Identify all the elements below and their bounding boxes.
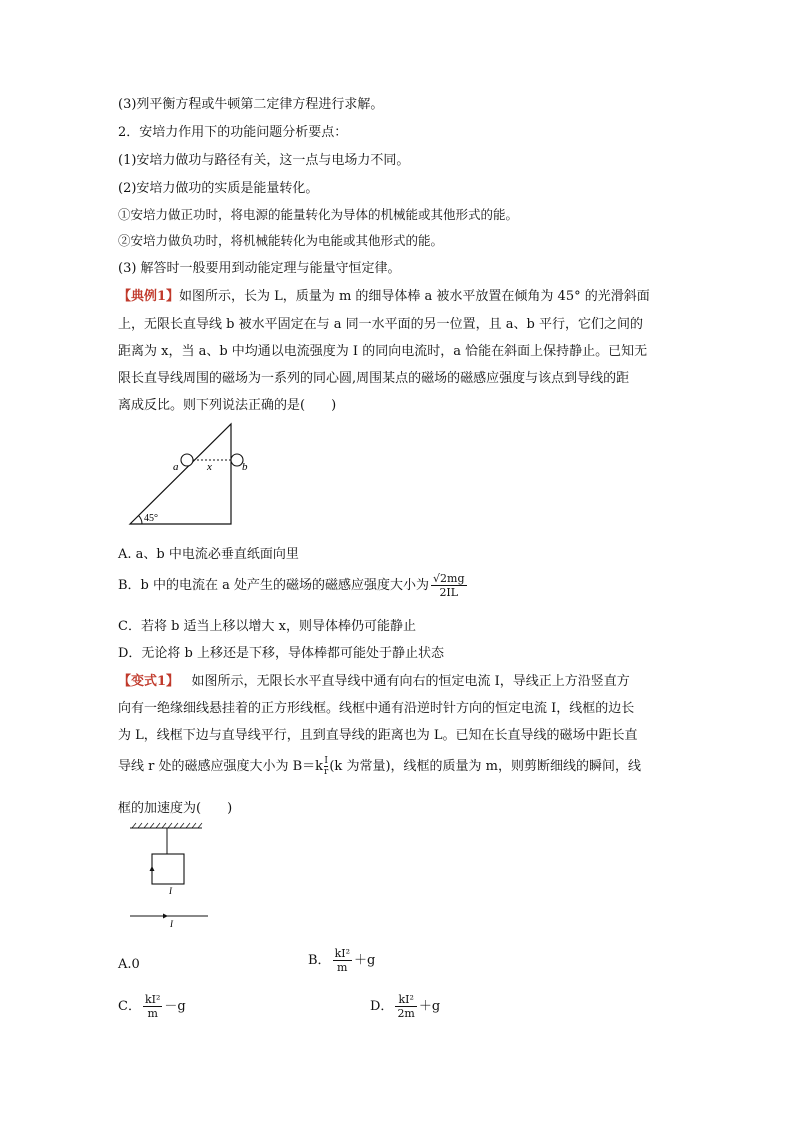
wire-current-arrow bbox=[163, 914, 168, 919]
example1-line-1 bbox=[118, 288, 650, 306]
variant1-line-2: 向有一绝缘细线悬挂着的正方形线框。线框中通有沿逆时针方向的恒定电流 I，线框的边长 bbox=[118, 701, 635, 716]
example1-line-4: 限长直导线周围的磁场为一系列的同心圆,周围某点的磁场的磁感应强度与该点到导线的距 bbox=[118, 371, 630, 386]
intro-line-4: (2)安培力做功的实质是能量转化。 bbox=[118, 181, 319, 196]
option-b-numerator: √2mg bbox=[433, 572, 465, 585]
example1-option-d: D．无论将 b 上移还是下移，导体棒都可能处于静止状态 bbox=[118, 646, 445, 661]
v-option-c-prefix: C． bbox=[118, 999, 141, 1014]
variant1-line-3: 为 L，线框下边与直导线平行，且到直导线的距离也为 L。已知在长直导线的磁场中距长直 bbox=[118, 728, 638, 743]
loop-current-label: I bbox=[169, 886, 172, 896]
v-option-c-numerator: kI² bbox=[144, 993, 161, 1006]
conductor-a bbox=[181, 454, 193, 466]
option-b-denominator: 2IL bbox=[439, 586, 459, 599]
example1-option-a: A. a、b 中电流必垂直纸面向里 bbox=[118, 547, 299, 562]
label-x: x bbox=[207, 461, 212, 473]
field-formula-numerator: I bbox=[324, 756, 328, 766]
field-formula-denominator: r bbox=[324, 767, 329, 777]
intro-line-6: ②安培力做负功时，将机械能转化为电能或其他形式的能。 bbox=[118, 233, 444, 248]
field-formula-fraction bbox=[324, 756, 328, 777]
v-option-b-denominator: m bbox=[337, 961, 348, 974]
wire-current-label: I bbox=[170, 919, 173, 929]
v-option-c-fraction bbox=[143, 993, 162, 1020]
example1-line-3: 距离为 x，当 a、b 中均通以电流强度为 I 的同向电流时，a 恰能在斜面上保持静止。已知无 bbox=[118, 344, 648, 359]
variant1-line-1 bbox=[118, 673, 630, 691]
v-option-b-prefix: B． bbox=[308, 953, 331, 968]
intro-line-2: 2．安培力作用下的功能问题分析要点： bbox=[118, 125, 348, 140]
v-option-c-suffix: －g bbox=[164, 999, 186, 1014]
variant1-tag: 【变式1】 bbox=[118, 674, 180, 689]
v-option-d-denominator: 2m bbox=[397, 1007, 415, 1020]
intro-line-3: (1)安培力做功与路径有关，这一点与电场力不同。 bbox=[118, 153, 410, 168]
loop-figure bbox=[126, 822, 216, 932]
v-option-d-fraction bbox=[395, 993, 416, 1020]
v-option-b-numerator: kI² bbox=[334, 947, 350, 960]
variant1-text-1: 如图所示，无限长水平直导线中通有向右的恒定电流 I，导线正上方沿竖直方 bbox=[191, 674, 630, 689]
label-b: b bbox=[242, 461, 248, 473]
v-option-b-fraction bbox=[333, 947, 352, 974]
v-option-d-suffix: ＋g bbox=[418, 999, 441, 1014]
ceiling-hatch bbox=[132, 823, 202, 828]
variant1-line-4 bbox=[118, 752, 641, 782]
example1-text-1: 如图所示，长为 L，质量为 m 的细导体棒 a 被水平放置在倾角为 45° 的光滑斜面 bbox=[179, 289, 650, 304]
variant1-line-5: 框的加速度为( ) bbox=[118, 801, 233, 816]
variant1-option-a: A.0 bbox=[118, 957, 140, 972]
incline-figure bbox=[118, 422, 258, 528]
angle-arc bbox=[139, 516, 143, 525]
v-option-b-suffix: ＋g bbox=[353, 953, 376, 968]
intro-line-7: (3) 解答时一般要用到动能定理与能量守恒定律。 bbox=[118, 261, 401, 276]
example1-option-c: C．若将 b 适当上移以增大 x，则导体棒仍可能静止 bbox=[118, 619, 416, 634]
example1-line-2: 上，无限长直导线 b 被水平固定在与 a 同一水平面的另一位置，且 a、b 平行，它们之间的 bbox=[118, 317, 643, 332]
variant1-option-d bbox=[370, 992, 440, 1022]
v-option-c-denominator: m bbox=[147, 1007, 158, 1020]
intro-line-1: (3)列平衡方程或牛顿第二定律方程进行求解。 bbox=[118, 97, 384, 112]
incline-triangle bbox=[130, 424, 231, 524]
variant1-option-b bbox=[308, 946, 375, 976]
square-loop bbox=[152, 854, 184, 884]
v-option-d-numerator: kI² bbox=[395, 993, 416, 1007]
variant1-text-4: 导线 r 处的磁感应强度大小为 B＝k bbox=[118, 759, 324, 774]
intro-line-5: ①安培力做正功时，将电源的能量转化为导体的机械能或其他形式的能。 bbox=[118, 207, 519, 222]
loop-current-arrow bbox=[150, 866, 155, 871]
label-angle: 45° bbox=[144, 513, 158, 524]
v-option-d-prefix: D． bbox=[370, 999, 394, 1014]
option-b-text: B．b 中的电流在 a 处产生的磁场的磁感应强度大小为 bbox=[118, 578, 430, 593]
option-b-fraction bbox=[431, 572, 466, 599]
label-a: a bbox=[173, 461, 179, 473]
variant1-option-c bbox=[118, 992, 186, 1022]
variant1-text-4b: (k 为常量)，线框的质量为 m，则剪断细线的瞬间，线 bbox=[329, 759, 641, 774]
example1-option-b bbox=[118, 572, 469, 600]
example1-tag: 【典例1】 bbox=[118, 289, 180, 304]
example1-line-5: 离成反比。则下列说法正确的是( ) bbox=[118, 398, 337, 413]
